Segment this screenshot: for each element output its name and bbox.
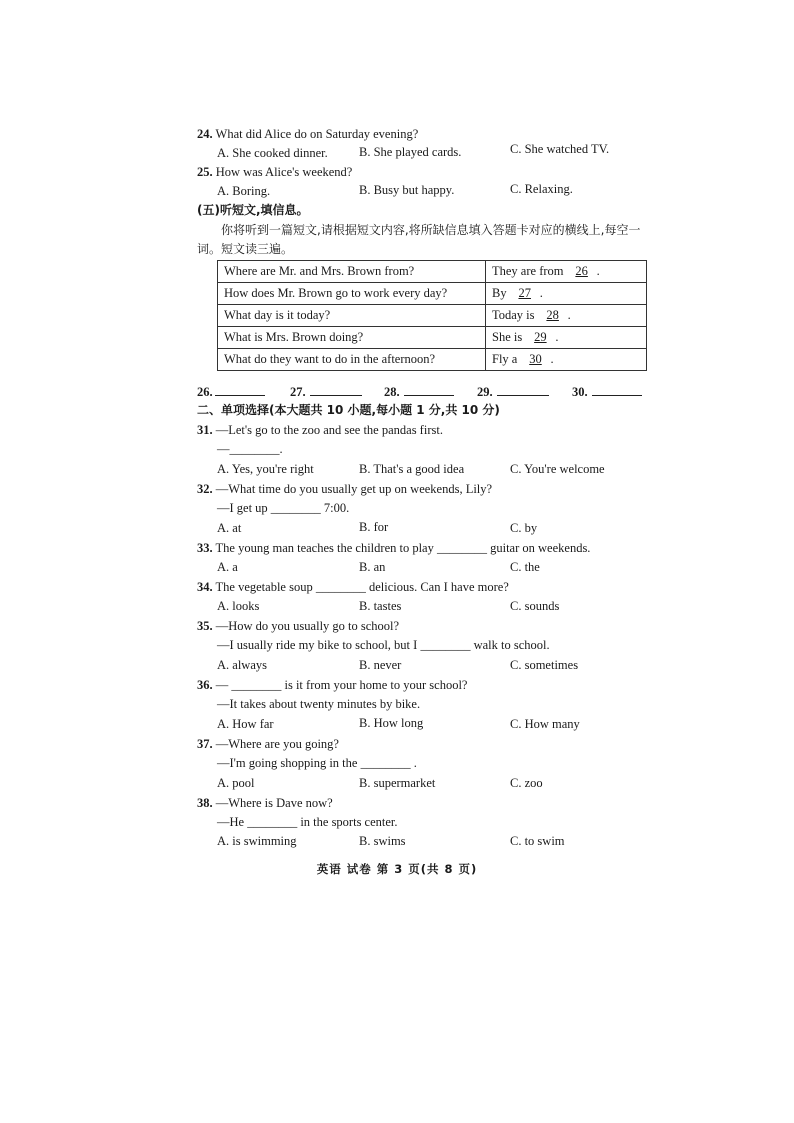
option-a: A. pool bbox=[217, 776, 255, 790]
option-c: C. She watched TV. bbox=[510, 142, 610, 156]
answer-blank-26: 26. bbox=[197, 383, 265, 400]
section2-title: 二、单项选择(本大题共 10 小题,每小题 1 分,共 10 分) bbox=[197, 403, 500, 417]
answer-blank-30: 30. bbox=[572, 383, 642, 400]
question-24 bbox=[197, 126, 418, 142]
table-row bbox=[218, 349, 647, 371]
option-c: C. sounds bbox=[510, 599, 560, 613]
table-answer: Today is 28 . bbox=[486, 305, 647, 327]
table-row bbox=[218, 261, 647, 283]
table-row bbox=[218, 283, 647, 305]
question-32: 32. —What time do you usually get up on weekends, Lily? bbox=[197, 482, 493, 496]
option-a: A. is swimming bbox=[217, 834, 297, 848]
question-text: What did Alice do on Saturday evening? bbox=[215, 127, 419, 141]
option-b: B. tastes bbox=[359, 599, 402, 613]
question-text: —Where is Dave now? bbox=[215, 796, 333, 810]
option-a: A. a bbox=[217, 560, 238, 574]
option-a: A. She cooked dinner. bbox=[217, 146, 328, 160]
option-b: B. swims bbox=[359, 834, 406, 848]
part5-instruction-1: 你将听到一篇短文,请根据短文内容,将所缺信息填入答题卡对应的横线上,每空一 bbox=[221, 223, 641, 237]
table-question: How does Mr. Brown go to work every day? bbox=[218, 283, 486, 305]
question-text: — ________ is it from your home to your school? bbox=[215, 678, 468, 692]
question-35-line2: —I usually ride my bike to school, but I ________ walk to school. bbox=[217, 638, 550, 652]
option-c: C. to swim bbox=[510, 834, 565, 848]
option-c: C. Relaxing. bbox=[510, 182, 573, 196]
blank-number: 29 bbox=[534, 330, 547, 344]
option-c: C. zoo bbox=[510, 776, 543, 790]
option-c: C. the bbox=[510, 560, 540, 574]
question-25 bbox=[197, 164, 352, 180]
part5-title: (五)听短文,填信息。 bbox=[197, 203, 309, 217]
question-text: The young man teaches the children to play ________ guitar on weekends. bbox=[215, 541, 591, 555]
table-answer: By 27 . bbox=[486, 283, 647, 305]
table-answer: They are from 26 . bbox=[486, 261, 647, 283]
question-37: 37. —Where are you going? bbox=[197, 737, 339, 751]
blank-number: 26 bbox=[575, 264, 588, 278]
option-c: C. by bbox=[510, 521, 538, 535]
table-question: What is Mrs. Brown doing? bbox=[218, 327, 486, 349]
question-36: 36. — ________ is it from your home to your school? bbox=[197, 678, 468, 692]
part5-instruction-2: 词。短文读三遍。 bbox=[197, 242, 294, 256]
question-text: —How do you usually go to school? bbox=[215, 619, 400, 633]
table-answer: Fly a 30 . bbox=[486, 349, 647, 371]
table-row bbox=[218, 305, 647, 327]
answer-blank-29: 29. bbox=[477, 383, 549, 400]
question-35: 35. —How do you usually go to school? bbox=[197, 619, 400, 633]
table-question: What do they want to do in the afternoon? bbox=[218, 349, 486, 371]
option-a: A. looks bbox=[217, 599, 260, 613]
question-38: 38. —Where is Dave now? bbox=[197, 796, 333, 810]
table-question: Where are Mr. and Mrs. Brown from? bbox=[218, 261, 486, 283]
question-text: How was Alice's weekend? bbox=[215, 165, 353, 179]
table-answer: She is 29 . bbox=[486, 327, 647, 349]
option-b: B. How long bbox=[359, 716, 424, 730]
option-b: B. never bbox=[359, 658, 402, 672]
page-footer: 英语 试卷 第 3 页(共 8 页) bbox=[316, 862, 478, 876]
blank-number: 27 bbox=[518, 286, 531, 300]
question-number: 24. bbox=[197, 127, 213, 141]
option-b: B. She played cards. bbox=[359, 145, 462, 159]
question-text: —What time do you usually get up on weekends, Lily? bbox=[215, 482, 493, 496]
option-c: C. How many bbox=[510, 717, 580, 731]
info-table bbox=[217, 260, 647, 371]
option-b: B. That's a good idea bbox=[359, 462, 465, 476]
option-a: A. Yes, you're right bbox=[217, 462, 314, 476]
question-38-line2: —He ________ in the sports center. bbox=[217, 815, 398, 829]
option-a: A. always bbox=[217, 658, 267, 672]
answer-blank-27: 27. bbox=[290, 383, 362, 400]
question-text: —Where are you going? bbox=[215, 737, 339, 751]
blank-number: 28 bbox=[546, 308, 559, 322]
question-32-line2: —I get up ________ 7:00. bbox=[217, 501, 350, 515]
question-34: 34. The vegetable soup ________ delicious. Can I have more? bbox=[197, 580, 509, 594]
question-text: —Let's go to the zoo and see the pandas first. bbox=[215, 423, 443, 437]
option-b: B. an bbox=[359, 560, 386, 574]
option-b: B. Busy but happy. bbox=[359, 183, 455, 197]
option-c: C. sometimes bbox=[510, 658, 579, 672]
question-37-line2: —I'm going shopping in the ________ . bbox=[217, 756, 417, 770]
option-b: B. for bbox=[359, 520, 389, 534]
option-a: A. Boring. bbox=[217, 184, 271, 198]
answer-blank-28: 28. bbox=[384, 383, 454, 400]
option-a: A. How far bbox=[217, 717, 274, 731]
question-31-line2: —________. bbox=[217, 442, 283, 456]
option-c: C. You're welcome bbox=[510, 462, 605, 476]
question-number: 25. bbox=[197, 165, 213, 179]
option-b: B. supermarket bbox=[359, 776, 436, 790]
blank-number: 30 bbox=[529, 352, 542, 366]
question-33: 33. The young man teaches the children to play ________ guitar on weekends. bbox=[197, 541, 591, 555]
table-question: What day is it today? bbox=[218, 305, 486, 327]
table-row bbox=[218, 327, 647, 349]
question-text: The vegetable soup ________ delicious. Can I have more? bbox=[215, 580, 509, 594]
question-31: 31. —Let's go to the zoo and see the pandas first. bbox=[197, 423, 443, 437]
question-36-line2: —It takes about twenty minutes by bike. bbox=[217, 697, 421, 711]
option-a: A. at bbox=[217, 521, 242, 535]
